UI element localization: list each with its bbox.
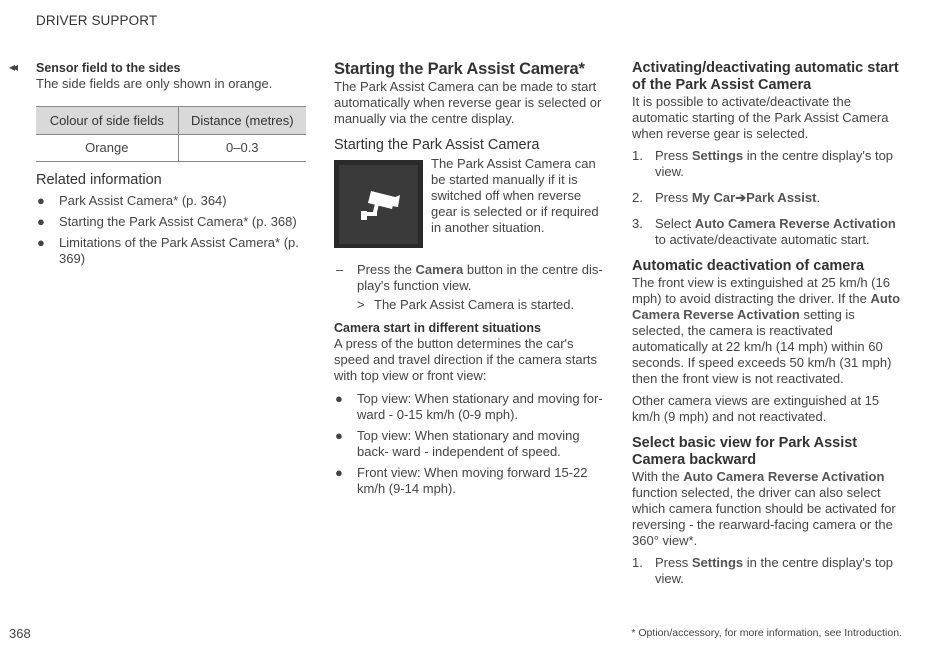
step-number: 1.: [632, 555, 643, 570]
camera-situations-heading: Camera start in different situations: [334, 321, 541, 335]
list-item: [334, 465, 606, 497]
dash-icon: –: [336, 262, 344, 277]
text-part: With the: [632, 469, 684, 484]
table-cell: 0–0.3: [178, 135, 306, 162]
activating-text: It is possible to activate/deactivate the automatic starting of the Park Assist Camera when reverse gear is selected.: [632, 94, 889, 141]
step-item: [632, 190, 904, 206]
bullet-icon: ●: [37, 214, 45, 229]
step-text: .: [816, 190, 821, 205]
table-header-distance: Distance (metres): [178, 107, 306, 135]
my-car-keyword: My Car: [691, 190, 736, 205]
auto-deactivation-text: [632, 275, 904, 387]
column-right: [632, 60, 904, 593]
text-part: The front view is extinguished at 25 km/h (16 mph) to avoid distracting the driver. If the: [632, 275, 890, 306]
table-row: [36, 135, 306, 162]
bullet-icon: ●: [335, 428, 343, 443]
bullet-icon: ●: [335, 391, 343, 406]
starting-heading: Starting the Park Assist Camera: [334, 137, 540, 153]
bullet-icon: ●: [37, 235, 45, 250]
step-text: Press: [655, 555, 692, 570]
auto-camera-keyword: Auto Camera Reverse Activation: [694, 216, 896, 231]
step-number: 3.: [632, 216, 643, 231]
text-part: setting is selected, the camera is reactivated automatically at 22 km/h (14 mph) within 60 seconds. If speed exceeds 50 km/h (31 mph) then the front view is not reactivated.: [632, 307, 892, 386]
activating-heading: Activating/deactivating automatic start of the Park Assist Camera: [632, 60, 899, 93]
related-link-label[interactable]: Park Assist Camera* (p. 364): [59, 193, 227, 208]
camera-icon: [357, 187, 401, 221]
sensor-field-heading: Sensor field to the sides: [36, 61, 181, 75]
step-result: [334, 297, 606, 313]
other-views-text: Other camera views are extinguished at 15 km/h (9 mph) and not reactivated.: [632, 393, 880, 424]
related-info-heading: Related information: [36, 172, 162, 188]
related-link[interactable]: [36, 235, 306, 267]
step-text-pre: Press the: [357, 262, 416, 277]
step-press-camera: [334, 262, 606, 294]
step-text: Press: [655, 148, 692, 163]
column-middle: [334, 60, 606, 502]
park-assist-keyword: Park Assist: [746, 190, 817, 205]
select-view-text: [632, 469, 904, 549]
text-part: function selected, the driver can also select which camera function should be activated for reversing - the rearward-facing camera or the 360° view*.: [632, 485, 896, 548]
page-number: 368: [9, 626, 31, 641]
column-left: [36, 60, 306, 272]
list-item-text: Top view: When stationary and moving back- ward - independent of speed.: [357, 428, 580, 459]
step-item: [632, 555, 904, 587]
bullet-icon: ●: [37, 193, 45, 208]
related-link-label[interactable]: Starting the Park Assist Camera* (p. 368): [59, 214, 297, 229]
section-header: DRIVER SUPPORT: [36, 13, 158, 28]
sensor-field-text: The side fields are only shown in orange.: [36, 76, 273, 91]
list-item: [334, 391, 606, 423]
select-view-steps: [632, 555, 904, 587]
intro-text: The Park Assist Camera can be made to start automatically when reverse gear is selected or manually via the centre display.: [334, 79, 602, 126]
auto-camera-keyword: Auto Camera Reverse Activation: [683, 469, 885, 484]
back-arrow-icon[interactable]: ◂◂: [9, 60, 16, 74]
step-number: 2.: [632, 190, 643, 205]
list-item-text: Front view: When moving forward 15-22 km/h (9-14 mph).: [357, 465, 588, 496]
list-item-text: Top view: When stationary and moving for- ward - 0-15 km/h (0-9 mph).: [357, 391, 603, 422]
step-item: [632, 148, 904, 180]
step-text: to activate/deactivate automatic start.: [655, 232, 870, 247]
activation-steps: [632, 148, 904, 248]
settings-keyword: Settings: [691, 555, 744, 570]
page-title: Starting the Park Assist Camera*: [334, 60, 585, 78]
related-links: [36, 193, 306, 267]
auto-camera-keyword: Auto Camera Reverse Activation: [632, 291, 901, 322]
side-fields-table: [36, 106, 306, 162]
select-view-heading: Select basic view for Park Assist Camera backward: [632, 435, 858, 468]
bullet-icon: ●: [335, 465, 343, 480]
table-header-colour: Colour of side fields: [36, 107, 178, 135]
arrow-right-icon: ➔: [735, 190, 747, 205]
related-link[interactable]: [36, 214, 306, 230]
view-list: [334, 391, 606, 497]
camera-button-image: [334, 160, 423, 248]
result-arrow-icon: >: [357, 297, 365, 312]
related-link[interactable]: [36, 193, 306, 209]
settings-keyword: Settings: [691, 148, 744, 163]
step-text: in the centre display's top view.: [655, 555, 894, 586]
table-cell: Orange: [36, 135, 178, 162]
step-text: in the centre display's top view.: [655, 148, 894, 179]
result-text: The Park Assist Camera is started.: [374, 297, 575, 312]
step-text: Press: [655, 190, 692, 205]
step-item: [632, 216, 904, 248]
step-text: Select: [655, 216, 695, 231]
list-item: [334, 428, 606, 460]
step-text-post: button in the centre dis- play's function view.: [357, 262, 603, 293]
related-link-label[interactable]: Limitations of the Park Assist Camera* (p. 369): [59, 235, 299, 266]
footnote: * Option/accessory, for more information, see Introduction.: [631, 627, 902, 639]
auto-deactivation-heading: Automatic deactivation of camera: [632, 258, 865, 274]
camera-keyword: Camera: [415, 262, 464, 277]
step-number: 1.: [632, 148, 643, 163]
camera-situations-text: A press of the button determines the car's speed and travel direction if the camera starts with top view or front view:: [334, 336, 598, 383]
manual-start-text: The Park Assist Camera can be started manually if it is switched off when reverse gear is selected or if required in another situation.: [431, 156, 599, 235]
